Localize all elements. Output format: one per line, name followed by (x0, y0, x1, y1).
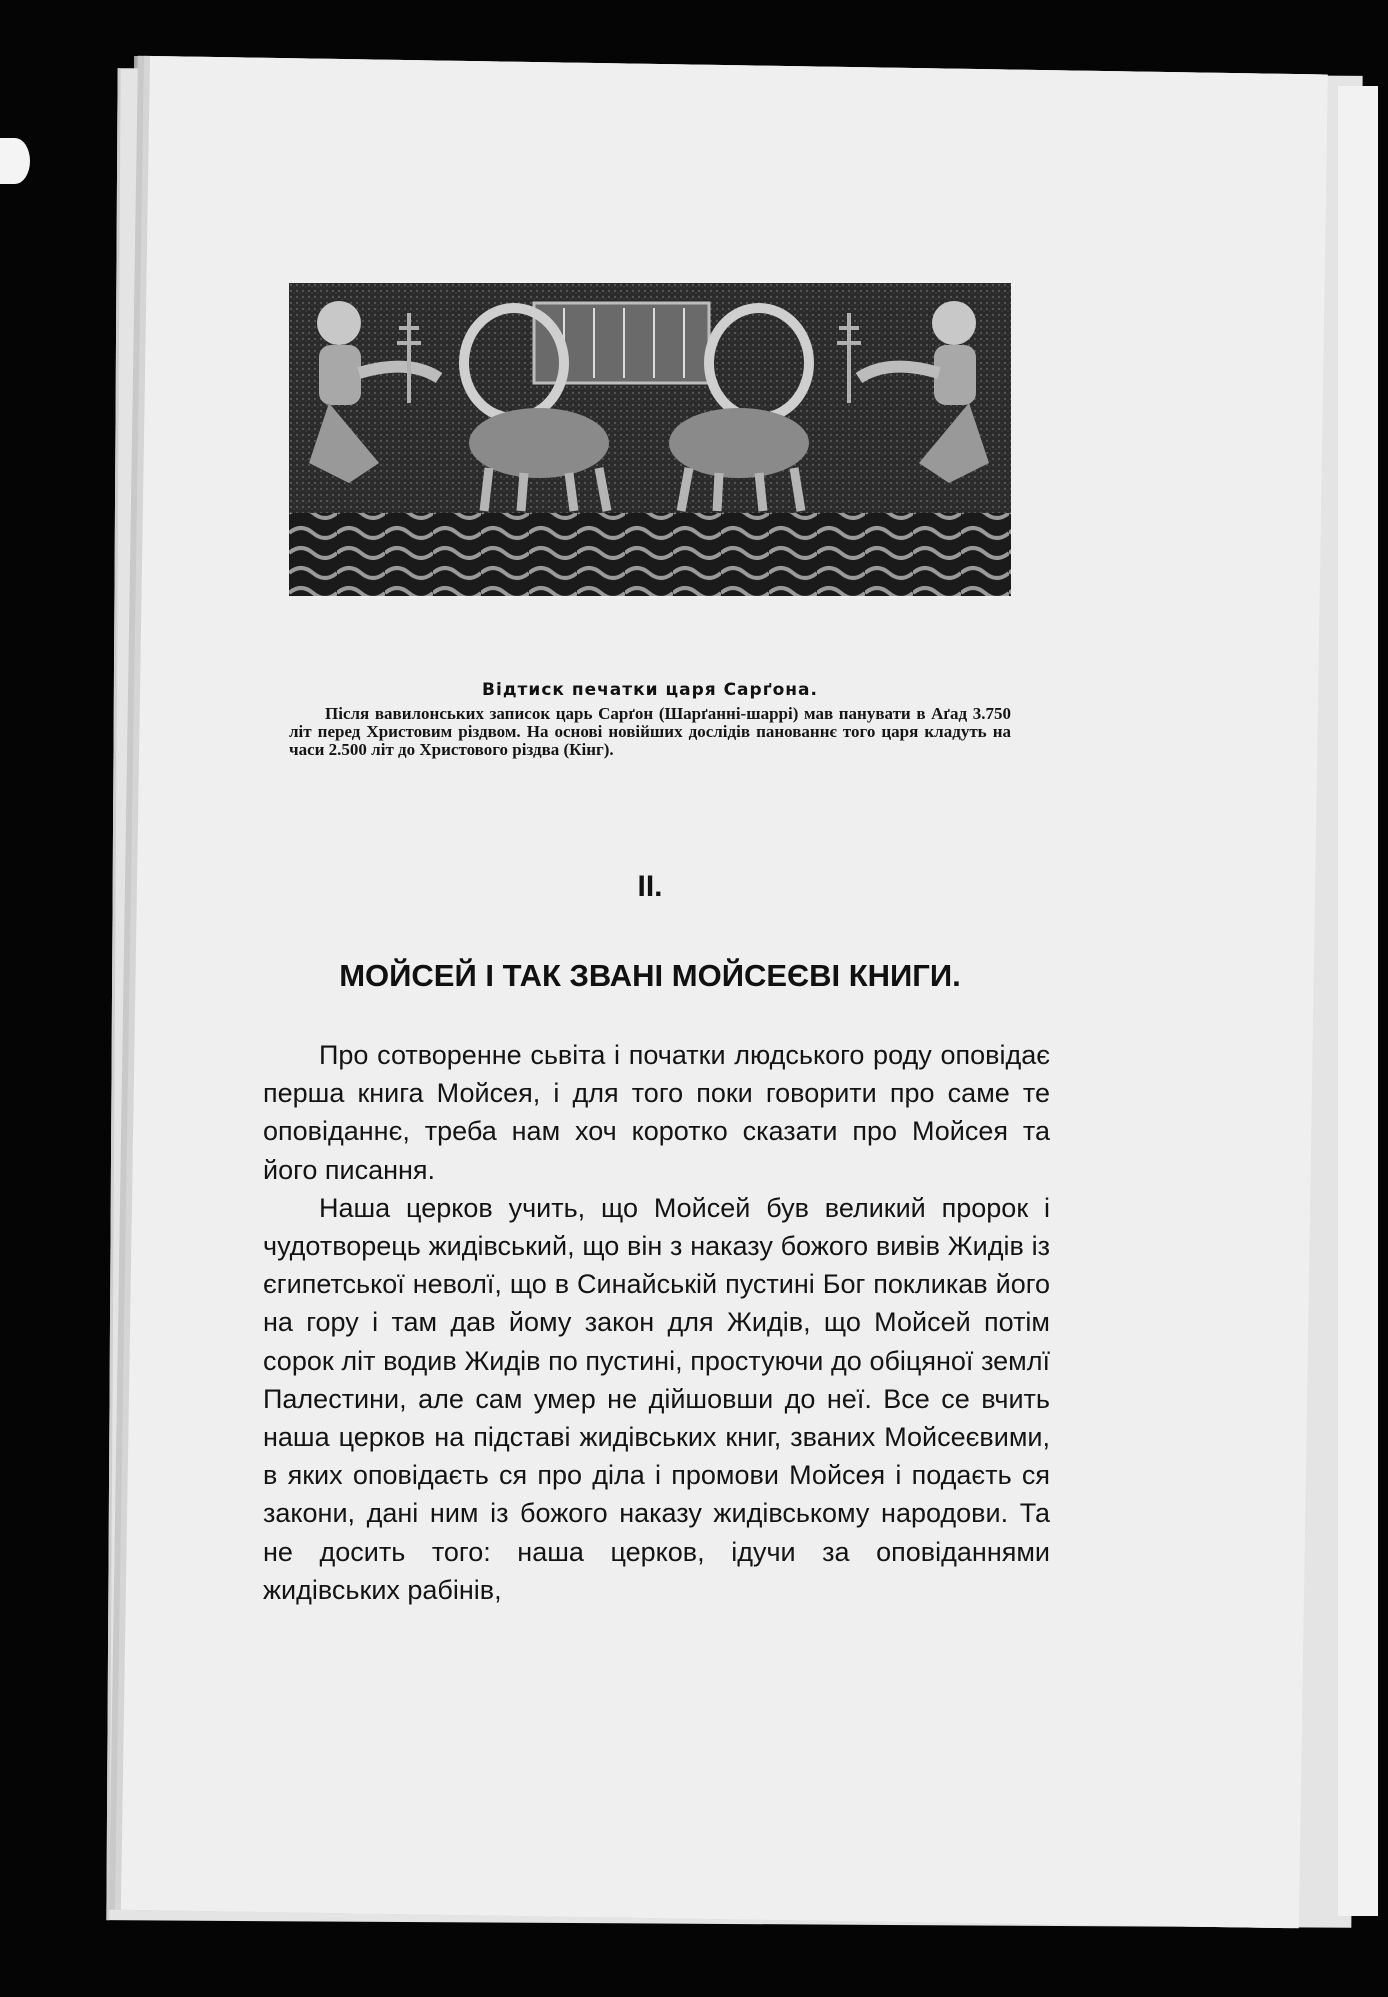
body-paragraph: Наша церков учить, що Мойсей був великий пророк і чудотворець жидівський, що він з наказу божого вивів Жидів із єгипетської неволї, що в Синайській пустині Бог покликав його на гору і там дав йому закон для Жидів, що Мойсей потім сорок літ водив Жидів по пустині, простуючи до обіцяної землї Палестини, але сам умер не дійшовши до неї. Все се вчить наша церков на підставі жидівських книг, званих Мойсеєвими, в яких оповідаєть ся про діла і промови Мойсея і подаєть ся закони, дані ним із божого наказу жидівському народови. Та не досить того: наша церков, ідучи за оповіданнями жидівських рабінів, (263, 1192, 1050, 1605)
scan-artifact (0, 138, 30, 184)
chapter-title: МОЙСЕЙ І ТАК ЗВАНІ МОЙСЕЄВІ КНИГИ. (339, 958, 961, 993)
figure-caption: Відтиск печатки царя Сарґона. (482, 680, 818, 700)
facing-page-edge (1338, 86, 1378, 1916)
seal-relief-illustration (289, 283, 1011, 596)
chapter-number: II. (637, 870, 663, 903)
chapter-body (263, 1036, 1050, 1609)
figure-note: Після вавилонських записок царь Сарґон (Шарґанні-шаррі) мав панувати в Аґад 3.750 літ перед Христовим різдвом. На основі новійших дослідів панованнє того царя кладуть на часи 2.500 літ до Христового різдва (Кінг). (289, 704, 1011, 759)
seal-impression-image (289, 283, 1011, 596)
body-paragraph: Про сотворенне сьвіта і початки людського роду оповідає перша книга Мойсея, і для того поки говорити про саме те оповіданнє, треба нам хоч коротко сказати про Мойсея та його писання. (263, 1040, 1050, 1185)
